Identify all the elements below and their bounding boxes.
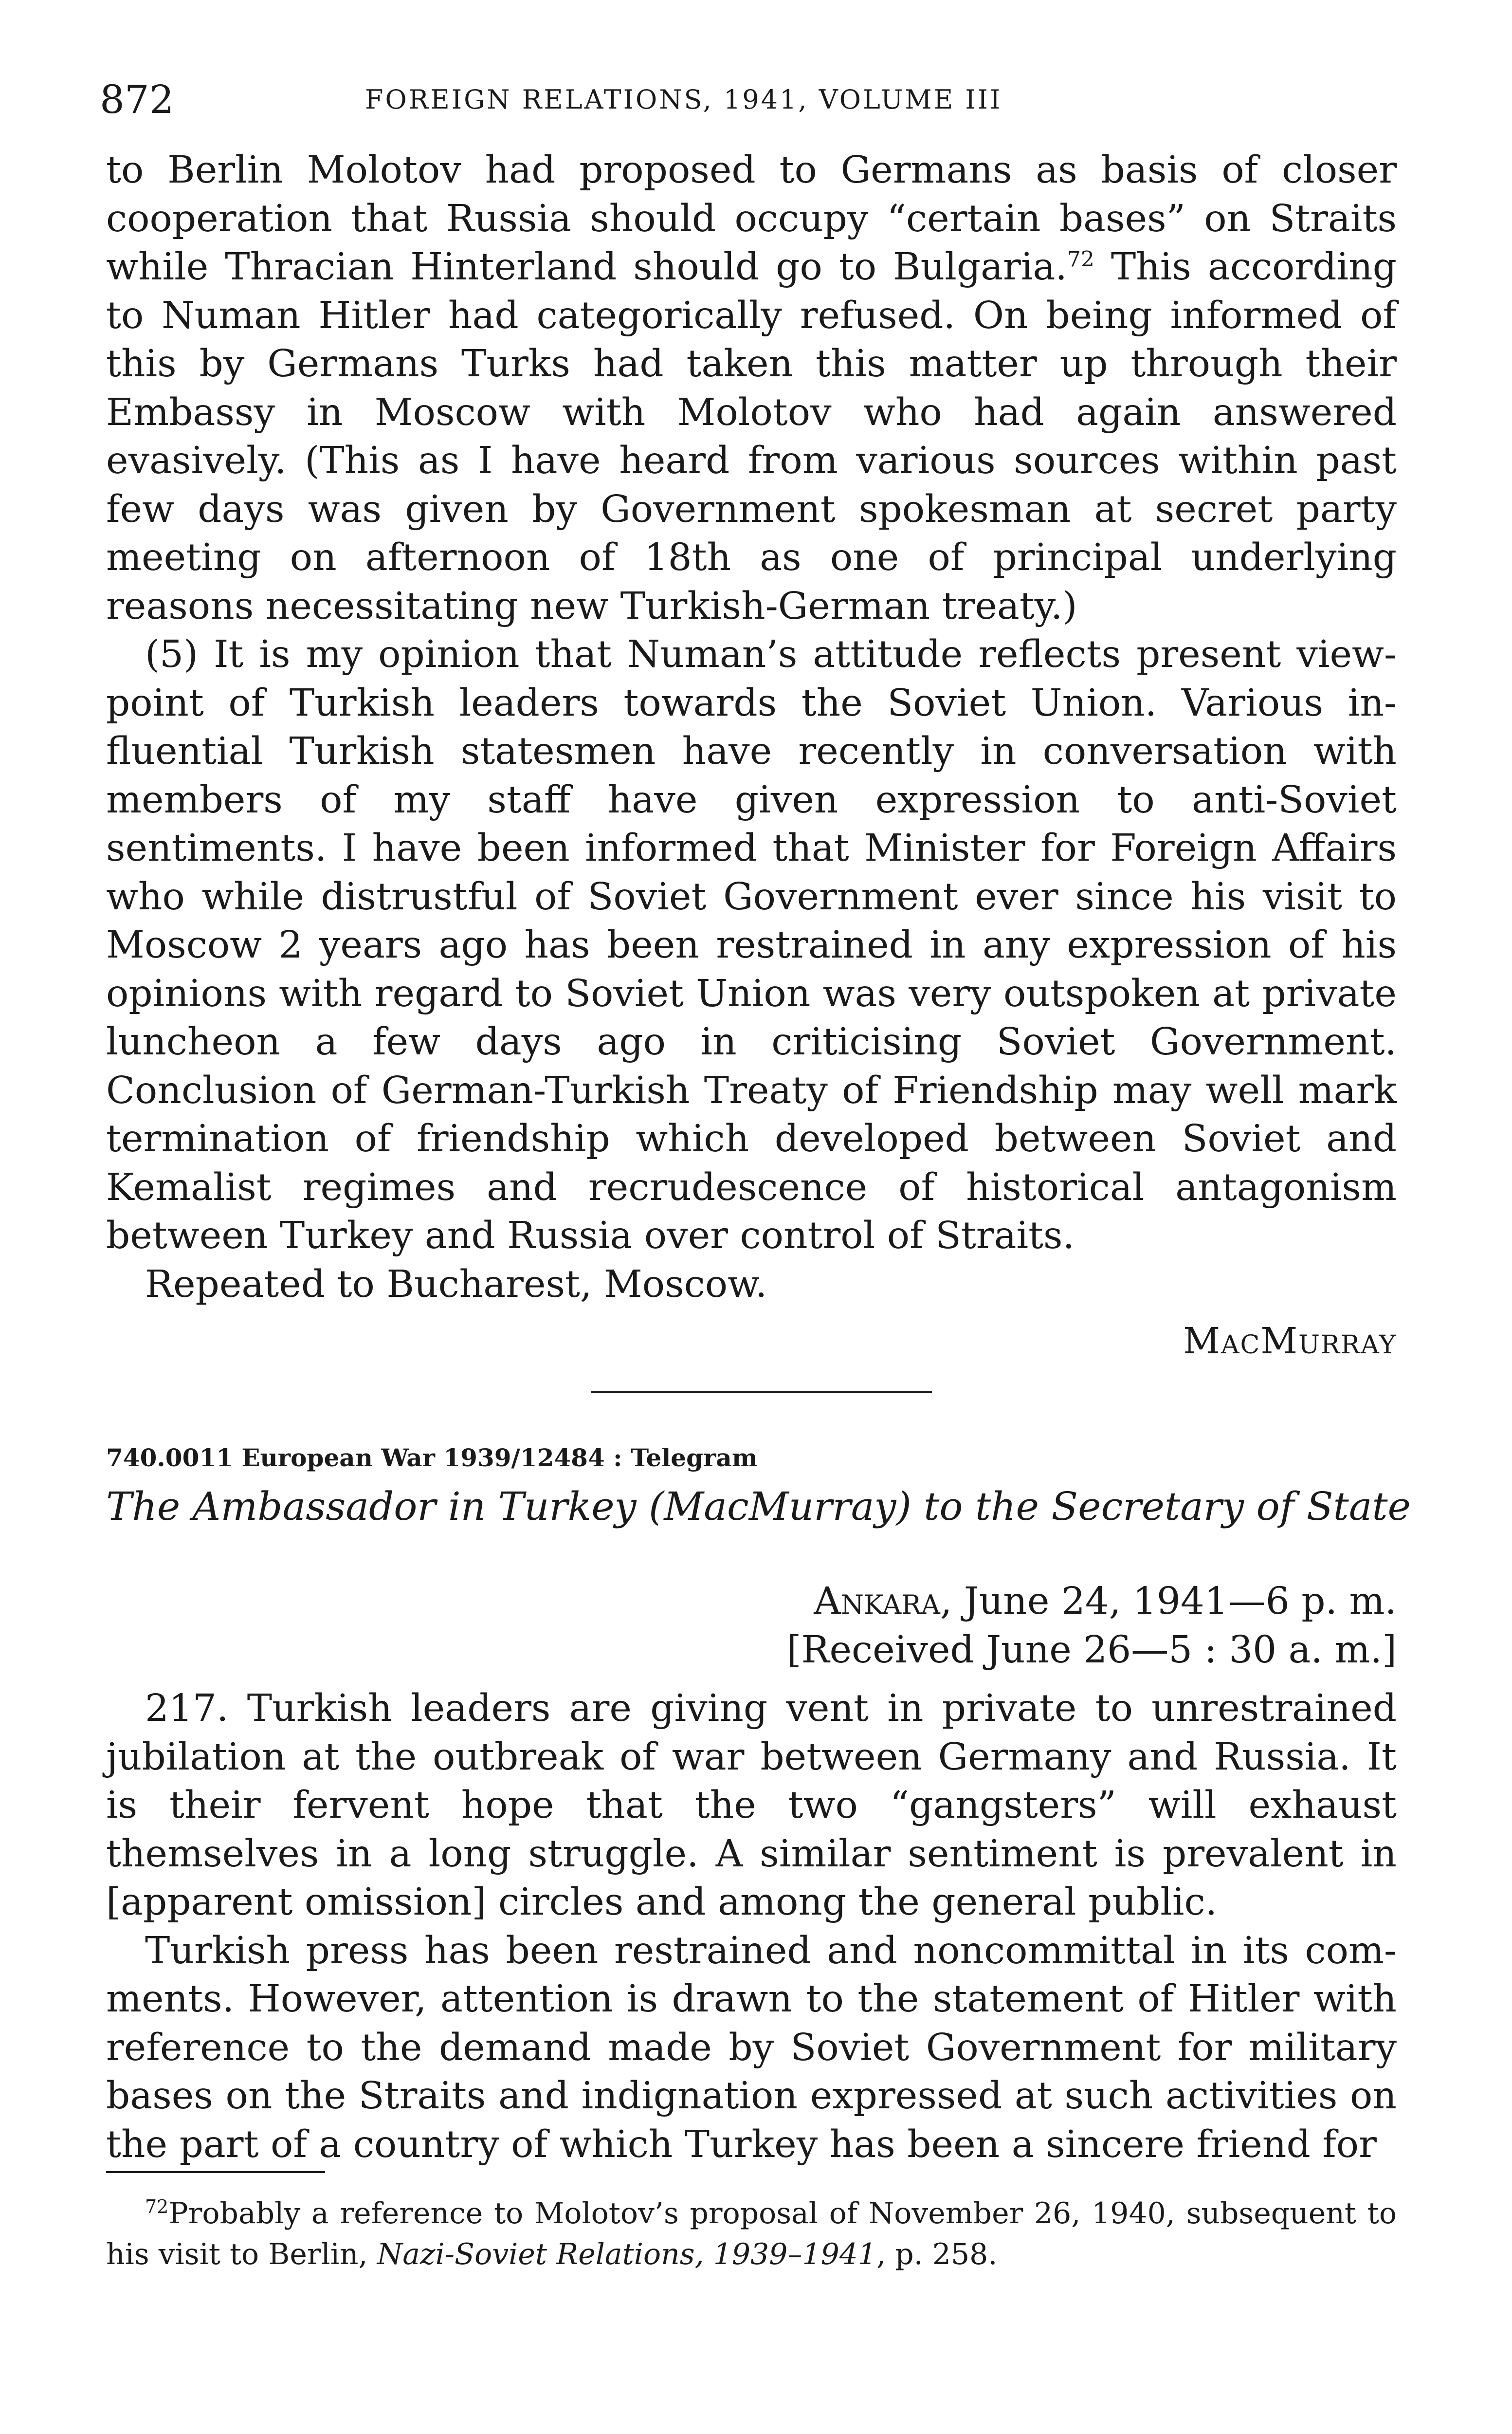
footnote-mark: 72 xyxy=(145,2196,169,2217)
telegram-paragraph-2: Turkish press has been restrained and noncommittal in its comments. However, attention is drawn to the statement of Hitler with reference to the demand made by Soviet Government for military bases on the Straits and indignation expressed at such activities on the part of a country of which Turkey has been a sincere friend for xyxy=(106,1929,1397,2166)
dateline-sent xyxy=(786,1577,1397,1626)
section-divider xyxy=(591,1391,932,1393)
continuation-paragraph-1 xyxy=(106,146,1397,630)
footnote-source-title: Nazi-Soviet Relations, 1939–1941 xyxy=(377,2237,877,2271)
signature: MacMurray xyxy=(1183,1320,1397,1362)
footnote-rule xyxy=(106,2171,325,2173)
telegram-paragraph-1: 217. Turkish leaders are giving vent in private to unrestrained jubilation at the outbreak of war between Germany and Russia. It is their fervent hope that the two “gangsters” will exhaust themselves in a long struggle. A similar sentiment is prevalent in [apparent omission] circles and among the general public. xyxy=(106,1687,1397,1924)
paragraph-text: This according to Numan Hitler had categorically refused. On being informed of this by Germans Turks had taken this matter up through their Embassy in Moscow with Molotov who had again answered evasively. (This as I have heard from various sources within past few days was given by Government spokesman at secret party meeting on afternoon of 18th as one of principal underlying reasons necessitating new Turkish-German treaty.) xyxy=(106,245,1397,628)
dateline-place: Ankara xyxy=(814,1580,940,1623)
running-head: FOREIGN RELATIONS, 1941, VOLUME III xyxy=(365,84,1002,115)
repeated-to-line: Repeated to Bucharest, Moscow. xyxy=(145,1262,767,1306)
page-number: 872 xyxy=(100,77,174,122)
paragraph-text: to Berlin Molotov had proposed to Germans as basis of closer cooperation that Russia should occupy “certain bases” on Straits while Thracian Hinterland should go to Bulgaria. xyxy=(106,148,1397,289)
footnote xyxy=(106,2193,1397,2275)
continuation-paragraph-2: (5) It is my opinion that Numan’s attitude reflects present viewpoint of Turkish leaders towards the Soviet Union. Various influential Turkish statesmen have recently in conversation with members of my staff have given expression to anti-Soviet sentiments. I have been informed that Minister for Foreign Affairs who while distrustful of Soviet Government ever since his visit to Moscow 2 years ago has been restrained in any expression of his opinions with regard to Soviet Union was very outspoken at private luncheon a few days ago in criticising Soviet Government. Conclusion of German-Turkish Treaty of Friendship may well mark termination of friendship which developed between Soviet and Kemalist regimes and recrudescence of historical antagonism between Turkey and Russia over control of Straits. xyxy=(106,633,1397,1257)
telegram-text xyxy=(106,1684,1397,2169)
footnote-text-end: , p. 258. xyxy=(876,2237,998,2271)
footnote-text: Probably a reference to Molotov’s proposal of November 26, 1940, subsequent to his visit to Berlin, xyxy=(106,2196,1397,2271)
dateline-date: , June 24, 1941—6 p. m. xyxy=(940,1580,1397,1623)
document-title: The Ambassador in Turkey (MacMurray) to the Secretary of State xyxy=(106,1484,1411,1529)
dateline-received: [Received June 26—5 : 30 a. m.] xyxy=(786,1628,1397,1672)
file-number: 740.0011 European War 1939/12484 : Telegram xyxy=(106,1443,758,1472)
dateline xyxy=(786,1577,1397,1675)
page-header xyxy=(100,73,1397,127)
continuation-text xyxy=(106,146,1397,1309)
footnote-reference: 72 xyxy=(1067,247,1094,272)
